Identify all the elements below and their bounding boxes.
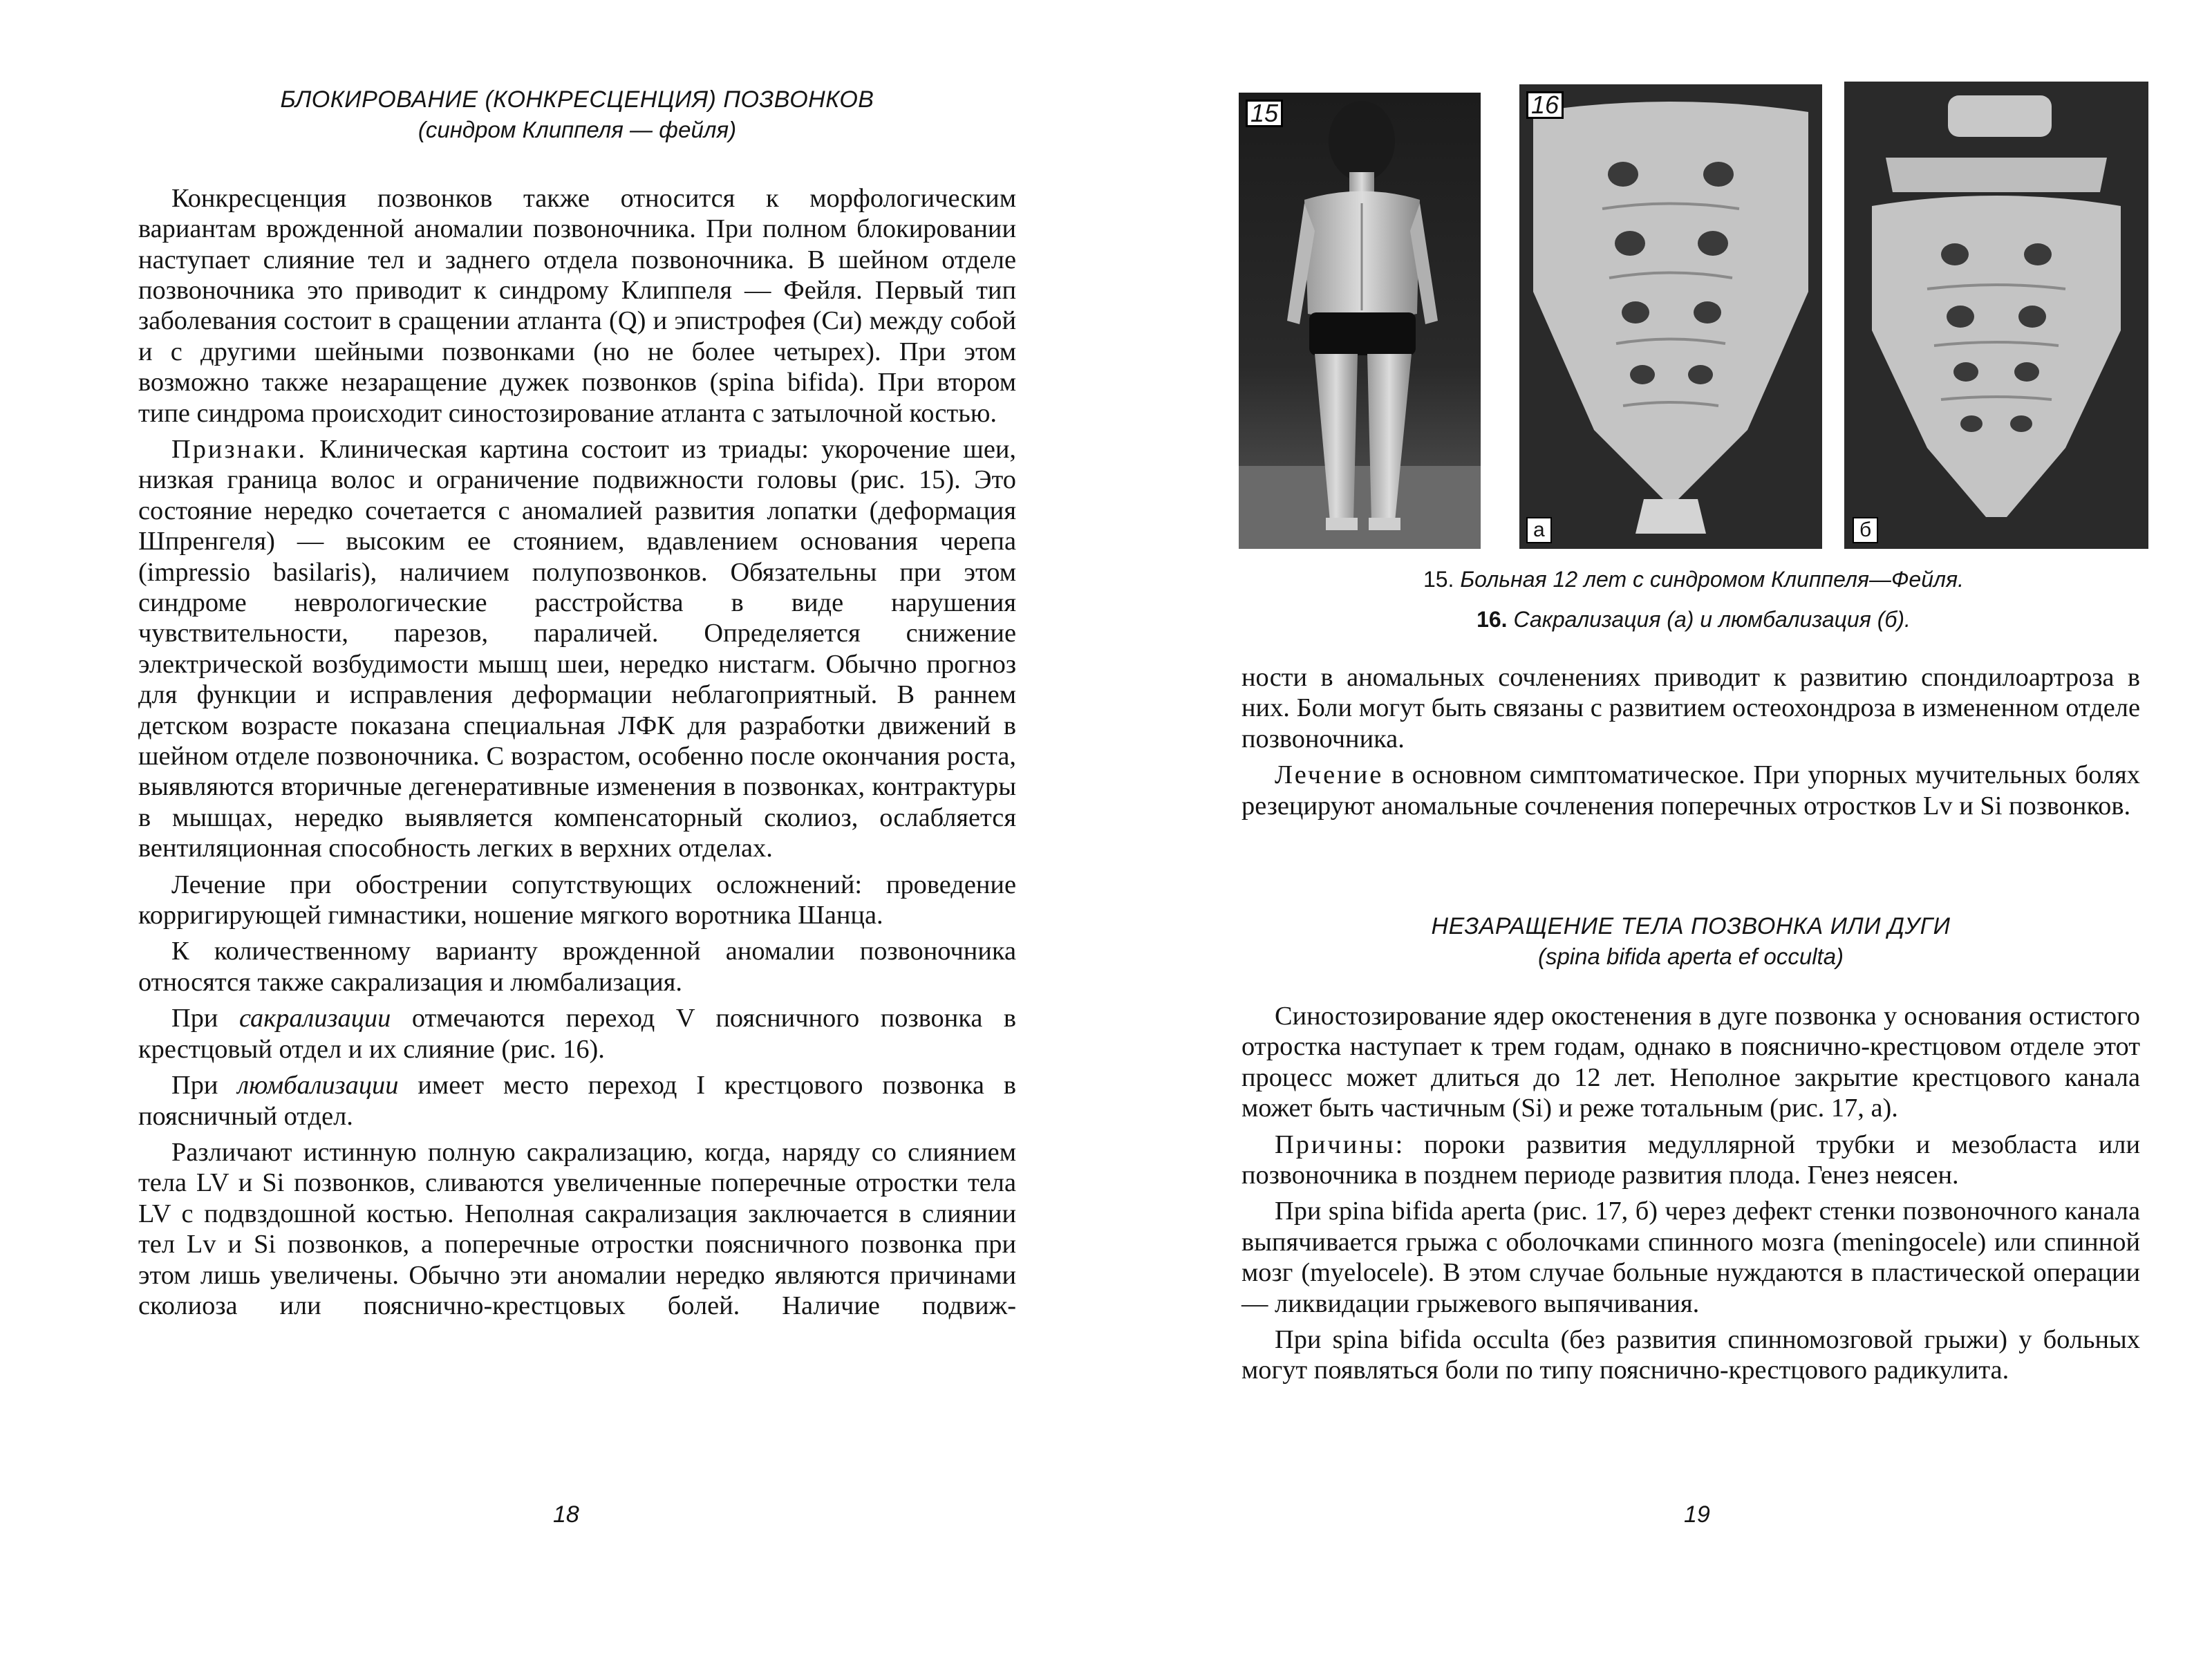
left-column [138,84,1016,1327]
paragraph-aperta: При spina bifida aperta (рис. 17, б) через дефект стенки позвоночного канала выпячивается грыжа с оболочками спинного мозга (meningocele) или спинной мозг (myelocele). В этом случае больные нуждаются в пластической операции — ликвидации грыжевого выпячивания. [1241,1197,2140,1318]
signs-text: Клиническая картина состоит из триады: укорочение шеи, низкая граница волос и ограничение подвижности головы (рис. 15). Это состояние нередко сочетается с аномалией развития лопатки (деформация Шпренгеля) — высоким ее стоянием, вдавлением основания черепа (impressio basilaris), наличием полупозвонков. Обязательны при этом синдроме неврологические расстройства в виде нарушения чувствительности, парезов, параличей. Определяется снижение электрической возбудимости мышц шеи, нередко нистагм. Обычно прогноз для функции и исправления деформации неблагоприятный. В раннем детском возрасте показана специальная ЛФК для разработки движений в шейном отделе позвоночника. С возрастом, особенно после окончания роста, выявляются вторичные дегенеративные изменения в позвонках, контрактуры в мышцах, нередко выявляется компенсаторный сколиоз, ослабляется вентиляционная способность легких в верхних отделах. [138,434,1016,863]
figure-16a-photo [1519,84,1822,549]
causes-text: : пороки развития медуллярной трубки и мезобласта или позвоночника в позднем периоде развития плода. Генез неясен. [1241,1130,2140,1190]
sacralization-term: сакрализации [239,1004,391,1033]
paragraph-signs [138,434,1016,864]
caption-figure-16 [1244,607,2143,632]
right-page [1106,0,2212,1659]
lumbarization-text: имеет место переход I крестцового позвонка в поясничный отдел. [138,1071,1016,1131]
signs-lead: Признаки. [171,434,308,464]
treatment-text: в основном симптоматическое. При упорных мучительных болях резецируют аномальные сочленения поперечных отростков Lv и Si позвонков. [1241,760,2140,821]
paragraph-concrescence: Конкресценция позвонков также относится к морфологическим вариантам врожденной аномалии позвоночника. При полном блокировании наступает слияние тел и заднего отдела позвоночника. В шейном отделе позвоночника это приводит к синдрому Клиппеля — Фейля. Первый тип заболевания состоит в сращении атланта (Q) и эпистрофея (Си) между собой и с другими шейными позвонками (но не более четырех). При этом возможно также незаращение дужек позвонков (spina bifida). При втором типе синдрома происходит синостозирование атланта с затылочной костью. [138,183,1016,428]
figure-16b-letter: б [1853,517,1878,543]
figure-16a-letter: а [1526,517,1552,543]
paragraph-sacralization [138,1003,1016,1065]
sacralization-text: отмечаются переход V поясничного позвонка в крестцовый отдел и их слияние (рис. 16). [138,1004,1017,1064]
paragraph-occulta: При spina bifida occulta (без развития спинномозговой грыжи) у больных могут появляться боли по типу пояснично-крестцового радикулита. [1241,1325,2140,1385]
paragraph-lumbarization [138,1070,1016,1132]
caption-15-text: Больная 12 лет с синдромом Клиппеля—Фейля. [1454,567,1965,592]
sacrum-sacralization-illustration [1519,84,1822,549]
section-subheading-klippel: (синдром Клиппеля — фейля) [418,117,737,143]
figure-16-label: 16 [1526,91,1564,119]
paragraph-mobility-continued: ности в аномальных сочленениях приводит к развитию спондилоартроза в них. Боли могут быть связаны с развитием остеохондроза в измененном отделе позвоночника. [1241,663,2140,753]
lumbarization-term: люмбализации [237,1071,399,1100]
page-number-right: 19 [1684,1501,1710,1528]
right-column-bottom [1241,1001,2140,1391]
figure-16b-photo [1844,82,2148,549]
sacralization-prefix: При [171,1004,239,1033]
patient-back-illustration [1239,93,1481,549]
causes-lead: Причины [1275,1130,1396,1159]
paragraph-causes [1241,1130,2140,1191]
lumbarization-prefix: При [171,1071,238,1100]
paragraph-synostosis: Синостозирование ядер окостенения в дуге позвонка у основания остистого отростка наступает к трем годам, однако в пояснично-крестцовом отделе этот процесс может длиться до 12 лет. Неполное закрытие крестцового канала может быть частичным (Si) и реже тотальным (рис. 17, а). [1241,1002,2140,1123]
caption-figure-15 [1244,567,2143,592]
right-section-header [1241,911,2140,973]
caption-15-number: 15. [1423,567,1454,592]
paragraph-true-sacralization: Различают истинную полную сакрализацию, когда, наряду со слиянием тела LV и Si позвонков, сливаются увеличенные поперечные отростки тела LV с подвздошной костью. Неполная сакрализация заключается в слиянии тел Lv и Si позвонков, а поперечные отростки поясничного позвонка при этом лишь увеличены. Обычно эти аномалии нередко являются причинами сколиоза или пояснично-крестцовых болей. Наличие подвиж- [138,1137,1016,1320]
right-column-top [1241,662,2140,827]
section-heading-blocking: БЛОКИРОВАНИЕ (КОНКРЕСЦЕНЦИЯ) ПОЗВОНКОВ [280,86,874,113]
caption-16-text: Сакрализация (а) и люмбализация (б). [1507,607,1911,632]
page-number-left: 18 [553,1501,579,1528]
paragraph-quantitative: К количественному варианту врожденной аномалии позвоночника относятся также сакрализация и люмбализация. [138,937,1016,997]
figure-15-label: 15 [1246,100,1283,127]
section-heading-spina-bifida: НЕЗАРАЩЕНИЕ ТЕЛА ПОЗВОНКА ИЛИ ДУГИ [1431,913,1951,939]
section-subheading-spina-bifida: (spina bifida aperta ef occulta) [1537,944,1844,970]
figure-15-photo [1239,93,1481,549]
paragraph-treatment: Лечение при обострении сопутствующих осложнений: проведение корригирующей гимнастики, ношение мягкого воротника Шанца. [138,870,1016,930]
caption-16-number: 16. [1477,607,1508,632]
paragraph-treatment-symptomatic [1241,760,2140,821]
sacrum-lumbarization-illustration [1844,82,2148,549]
treatment-lead: Лечение [1275,760,1384,790]
